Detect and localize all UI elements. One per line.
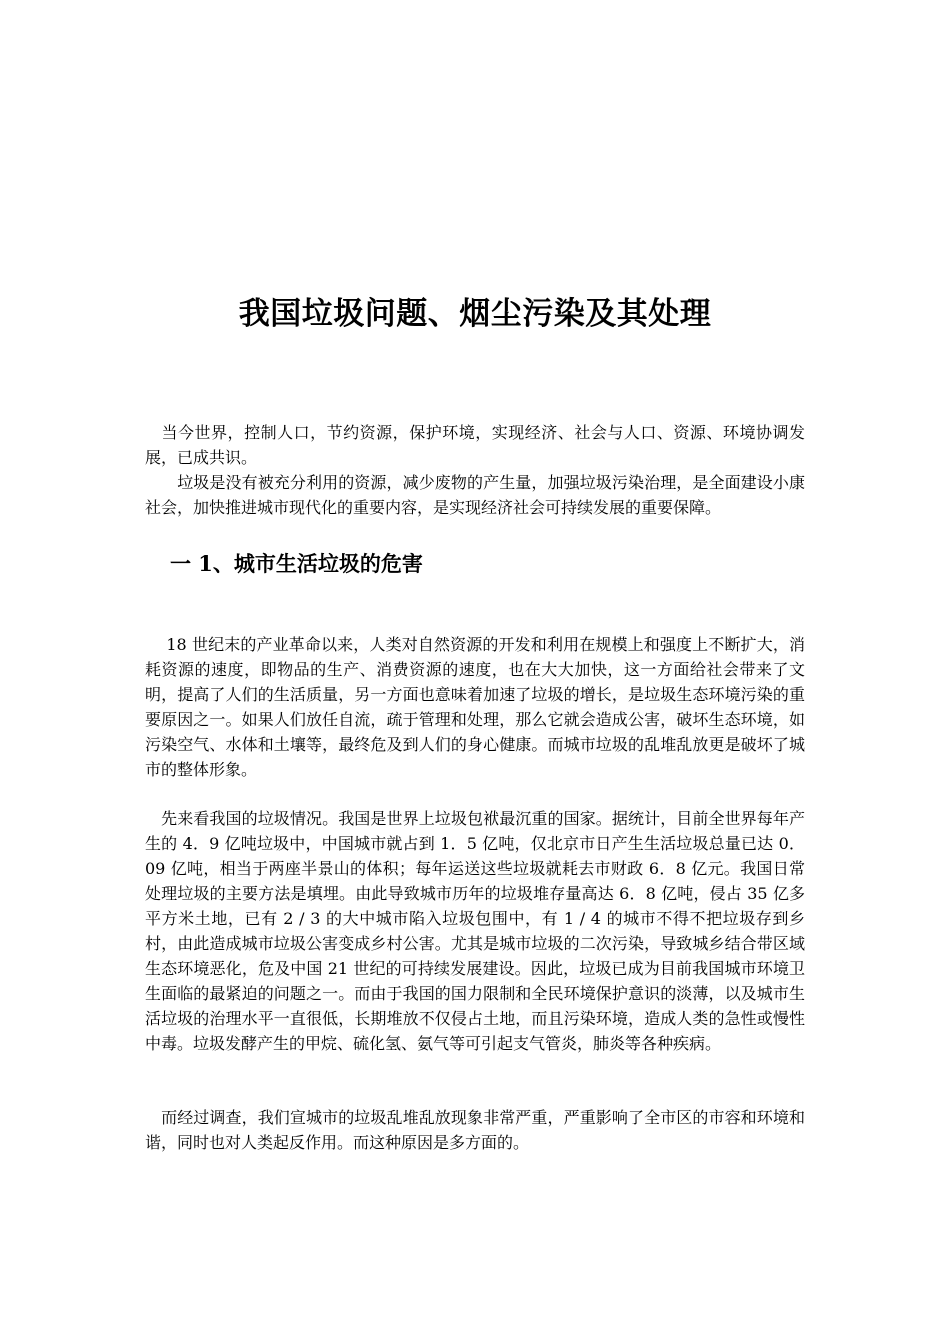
intro-paragraph-2: 垃圾是没有被充分利用的资源，减少废物的产生量，加强垃圾污染治理，是全面建设小康社会，加快推进城市现代化的重要内容，是实现经济社会可持续发展的重要保障。	[145, 473, 805, 517]
body-paragraph-2: 先来看我国的垃圾情况。我国是世界上垃圾包袱最沉重的国家。据统计，目前全世界每年产生的 4．9 亿吨垃圾中，中国城市就占到 1．5 亿吨，仅北京市日产生生活垃圾总量已达 0．09 亿吨，相当于两座半景山的体积；每年运送这些垃圾就耗去市财政 6．8 亿元。我国日常处理垃圾的主要方法是填埋。由此导致城市历年的垃圾堆存量高达 6．8 亿吨，侵占 35 亿多平方米土地，已有 2 / 3 的大中城市陷入垃圾包围中，有 1 / 4 的城市不得不把垃圾存到乡村，由此造成城市垃圾公害变成乡村公害。尤其是城市垃圾的二次污染，导致城乡结合带区域生态环境恶化，危及中国 21 世纪的可持续发展建设。因此，垃圾已成为目前我国城市环境卫生面临的最紧迫的问题之一。而由于我国的国力限制和全民环境保护意识的淡薄，以及城市生活垃圾的治理水平一直很低，长期堆放不仅侵占土地，而且污染环境，造成人类的急性或慢性中毒。垃圾发酵产生的甲烷、硫化氢、氨气等可引起支气管炎，肺炎等各种疾病。	[145, 809, 805, 1053]
section-heading: 一 1、城市生活垃圾的危害	[170, 551, 423, 576]
intro-paragraph-1: 当今世界，控制人口，节约资源，保护环境，实现经济、社会与人口、资源、环境协调发展，已成共识。	[145, 423, 805, 467]
document-title: 我国垃圾问题、烟尘污染及其处理	[238, 296, 712, 332]
body-paragraph-3: 而经过调查，我们宣城市的垃圾乱堆乱放现象非常严重，严重影响了全市区的市容和环境和谐，同时也对人类起反作用。而这种原因是多方面的。	[145, 1108, 805, 1152]
body-paragraph-1: 18 世纪末的产业革命以来，人类对自然资源的开发和利用在规模上和强度上不断扩大，消耗资源的速度，即物品的生产、消费资源的速度，也在大大加快，这一方面给社会带来了文明，提高了人们的生活质量，另一方面也意味着加速了垃圾的增长，是垃圾生态环境污染的重要原因之一。如果人们放任自流，疏于管理和处理，那么它就会造成公害，破坏生态环境，如污染空气、水体和土壤等，最终危及到人们的身心健康。而城市垃圾的乱堆乱放更是破坏了城市的整体形象。	[145, 635, 805, 779]
